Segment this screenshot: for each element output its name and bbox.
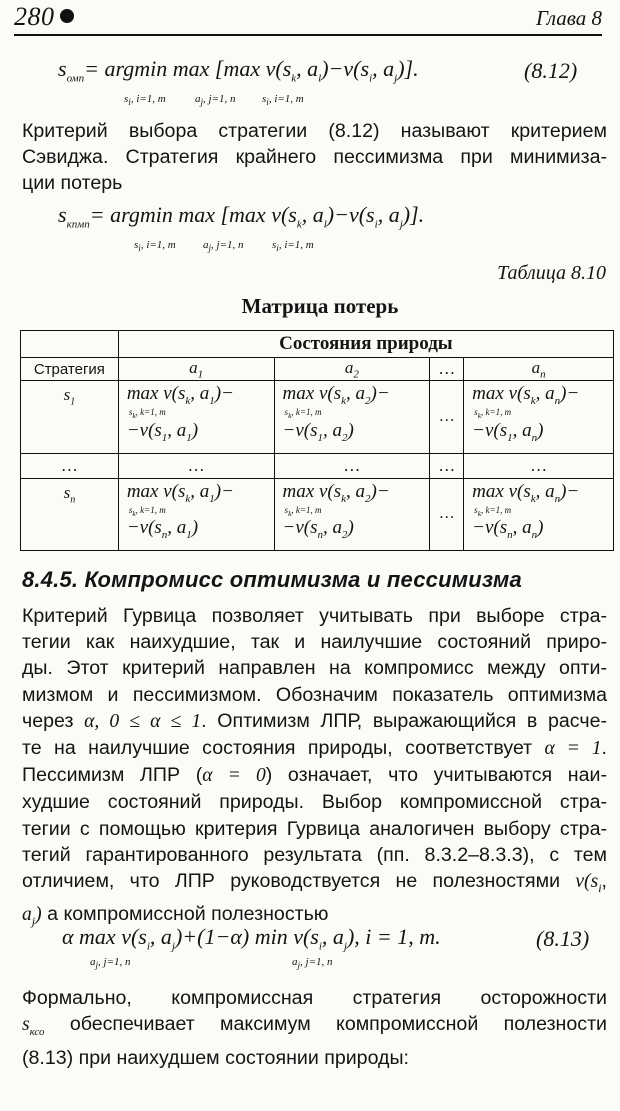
text-line: ды. Этот критерий направлен на компромисс между опти- [22, 657, 607, 680]
table-title: Матрица потерь [241, 294, 399, 318]
state-header: $a_n$ [464, 358, 614, 381]
loss-cell: $\max v(s_k$, $a_1)-$ $s_k$, k=1, m $-v(s_1$, $a_1$) [118, 381, 274, 453]
state-header: … [430, 358, 464, 381]
states-group-header: Состояния природы [118, 331, 613, 358]
section-heading: 8.4.5. Компромисс оптимизма и пессимизма [22, 567, 522, 592]
paragraph-hurwicz [22, 603, 607, 934]
paragraph-savage [22, 118, 607, 197]
text-line: $a_j$) а компромиссной полезностью [22, 903, 329, 929]
equation-kpmp-sub-inner: $s_i$, i=1, m [272, 239, 314, 254]
table-cell: … [118, 453, 274, 478]
table-corner [21, 331, 119, 358]
loss-cell: $\max v(s_k$, $a_1)-$ $s_k$, k=1, m $-v(s_n$, $a_1$) [118, 478, 274, 550]
text-line: те на наилучшие состояния природы, соответствует α = 1. [22, 737, 607, 760]
table-row [21, 453, 614, 478]
loss-cell: $\max v(s_k$, $a_n)-$ $s_k$, k=1, m $-v(s_1$, $a_n$) [464, 381, 614, 453]
strategy-cell: $s_n$ [21, 478, 119, 550]
text-line: $s_{ксо}$ обеспечивает максимум компромиссной полезности [22, 1013, 607, 1039]
table-cell: … [430, 453, 464, 478]
loss-cell: $\max v(s_k$, $a_2)-$ $s_k$, k=1, m $-v(s_n$, $a_2$) [274, 478, 430, 550]
equation-8-13-sub-max: $a_j$, j=1, n [90, 956, 131, 971]
text-line: Критерий Гурвица позволяет учитывать при выборе стра- [22, 605, 607, 627]
page-number: 280 [14, 2, 74, 32]
loss-matrix-table [20, 330, 614, 551]
text-line: через α, 0 ≤ α ≤ 1. Оптимизм ЛПР, выражающийся в расче- [22, 709, 607, 732]
text-line: ции потерь [22, 172, 123, 195]
text-line: Сэвиджа. Стратегия крайнего пессимизма при минимиза- [22, 146, 607, 169]
loss-cell: $\max v(s_k$, $a_n)-$ $s_k$, k=1, m $-v(s_n$, $a_n$) [464, 478, 614, 550]
text-line: тегии с помощью критерия Гурвица аналогичен выбору стра- [22, 817, 607, 840]
equation-number-8-12: (8.12) [524, 58, 578, 83]
loss-cell: $\max v(s_k$, $a_2)-$ $s_k$, k=1, m $-v(s_1$, $a_2$) [274, 381, 430, 453]
table-cell: … [464, 453, 614, 478]
equation-kpmp-sub-argmin: $s_i$, i=1, m [134, 239, 176, 254]
bullet-icon [60, 9, 74, 23]
text-line: тегий гарантированного результата (пп. 8.3.2–8.3.3), с тем [22, 843, 607, 866]
text-line: Пессимизм ЛПР (α = 0) означает, что учитываются наи- [22, 764, 607, 787]
table-row [21, 381, 614, 453]
text-line: Критерий выбора стратегии (8.12) называют критерием [22, 120, 607, 142]
state-header: $a_2$ [274, 358, 430, 381]
paragraph-cautious-strategy [22, 985, 607, 1072]
equation-kpmp: $s_{кпмп}= argmin$ max [max $v(s_k$, $a_l)-v(s_i$, $a_j$)]. [58, 202, 425, 231]
table-header-row [21, 358, 614, 381]
equation-8-12-sub-argmin: $s_i$, i=1, m [124, 93, 166, 108]
running-header [14, 0, 602, 36]
strategy-cell: $s_1$ [21, 381, 119, 453]
state-header: $a_1$ [118, 358, 274, 381]
equation-8-12: $s_{омп}= argmin$ max [max $v(s_k$, $a_l)-v(s_i$, $a_j$)]. [58, 56, 419, 85]
text-line: худшие состояний природы. Выбор компромиссной стра- [22, 791, 607, 814]
text-line: отличием, что ЛПР руководствуется не полезностями $v(s_i$, [22, 870, 607, 895]
table-cell: … [274, 453, 430, 478]
equation-8-12-sub-inner: $s_i$, i=1, m [262, 93, 304, 108]
text-line: тегии как наихудшие, так и наилучшие состояний приро- [22, 631, 607, 654]
equation-8-13-sub-min: $a_j$, j=1, n [292, 956, 333, 971]
equation-8-12-sub-max: $a_j$, j=1, n [195, 93, 236, 108]
chapter-title: Глава 8 [536, 6, 602, 30]
table-header-row [21, 331, 614, 358]
table-row [21, 478, 614, 550]
strategy-cell: … [21, 453, 119, 478]
text-line: мизмом и пессимизмом. Обозначим показатель оптимизма [22, 683, 607, 706]
table-caption: Таблица 8.10 [497, 262, 606, 284]
text-line: (8.13) при наихудшем состоянии природы: [22, 1047, 409, 1070]
equation-8-13: α $\max v(s_i$, $a_j)+(1-\alpha)$ $\min v(s_i$, $a_j$), i = 1, m. [62, 924, 441, 953]
equation-number-8-13: (8.13) [536, 926, 590, 951]
loss-cell: … [430, 478, 464, 550]
text-line: Формально, компромиссная стратегия осторожности [22, 987, 607, 1009]
equation-kpmp-sub-max: $a_j$, j=1, n [203, 239, 244, 254]
loss-cell: … [430, 381, 464, 453]
strategy-header: Стратегия [21, 358, 119, 381]
